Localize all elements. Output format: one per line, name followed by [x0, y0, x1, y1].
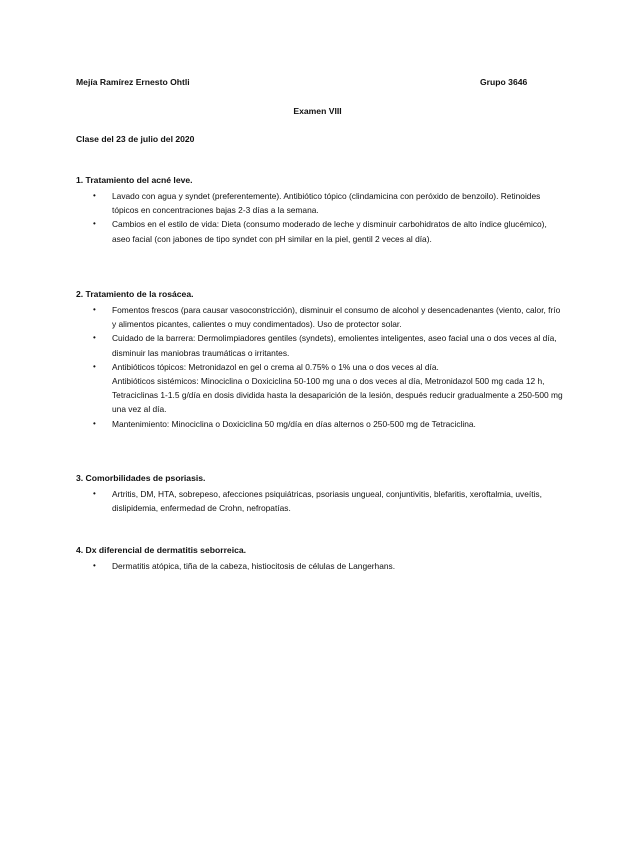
list-item-text: Fomentos frescos (para causar vasoconstricción), disminuir el consumo de alcohol y desencadenantes (viento, calor, frío y alimentos picantes, calientes o muy condimentados). Uso de protector solar.	[112, 305, 561, 330]
list-item	[76, 303, 566, 331]
section-title: 3. Comorbilidades de psoriasis.	[76, 473, 206, 483]
list-continuation-text: Antibióticos sistémicos: Minociclina o Doxiciclina 50-100 mg una o dos veces al día, Metronidazol 500 mg cada 12 h, Tetraciclinas 1-1.5 g/día en dosis dividida hasta la desaparición de la lesión, después reducir gradualmente a 250-500 mg una vez al día.	[112, 376, 563, 415]
list-item	[76, 331, 566, 359]
section-psoriasis-comorbidities	[76, 472, 566, 515]
bullet-icon: •	[93, 561, 96, 570]
bullet-icon: •	[93, 418, 96, 428]
bullet-icon: •	[93, 305, 96, 314]
bullet-list	[76, 189, 566, 246]
bullet-icon: •	[93, 219, 96, 229]
list-item-text: Artritis, DM, HTA, sobrepeso, afecciones psiquiátricas, psoriasis ungueal, conjuntivitis, blefaritis, xeroftalmia, uveítis, dislipidemia, enfermedad de Crohn, nefropatías.	[112, 489, 542, 514]
bullet-icon: •	[93, 489, 96, 498]
section-seborrheic-differential	[76, 544, 566, 573]
section-title: 4. Dx diferencial de dermatitis seborreica.	[76, 545, 247, 555]
author-name: Mejía Ramírez Ernesto Ohtli	[76, 77, 190, 87]
list-item	[76, 360, 566, 374]
bullet-list	[76, 303, 566, 374]
bullet-list	[76, 559, 566, 573]
list-item	[76, 487, 566, 515]
list-item	[76, 417, 566, 431]
list-item-text: Cuidado de la barrera: Dermolimpiadores gentiles (syndets), emolientes inteligentes, aseo facial una o dos veces al día, disminuir las maniobras traumáticas o irritantes.	[112, 333, 557, 358]
list-item-text: Cambios en el estilo de vida: Dieta (consumo moderado de leche y disminuir carbohidratos de alto índice glucémico), aseo facial (con jabones de tipo syndet con pH similar en la piel, gentil 2 veces al día).	[112, 219, 547, 244]
section-rosacea-treatment	[76, 288, 566, 431]
exam-title: Examen VIII	[293, 106, 342, 116]
section-title: 1. Tratamiento del acné leve.	[76, 175, 193, 185]
list-item-text: Antibióticos tópicos: Metronidazol en gel o crema al 0.75% o 1% una o dos veces al día.	[112, 361, 439, 372]
section-acne-treatment	[76, 174, 566, 246]
header-row	[76, 77, 536, 91]
bullet-list	[76, 487, 566, 515]
bullet-icon: •	[93, 361, 96, 371]
list-item	[76, 189, 566, 217]
list-item-text: Mantenimiento: Minociclina o Doxiciclina 50 mg/día en días alternos o 250-500 mg de Tetraciclina.	[112, 418, 476, 429]
list-item-text: Lavado con agua y syndet (preferentemente). Antibiótico tópico (clindamicina con peróxido de benzoilo). Retinoides tópicos en concentraciones bajas 2-3 días a la semana.	[112, 191, 541, 216]
section-title: 2. Tratamiento de la rosácea.	[76, 289, 194, 299]
list-item-text: Dermatitis atópica, tiña de la cabeza, histiocitosis de células de Langerhans.	[112, 561, 396, 571]
list-item	[76, 217, 566, 245]
bullet-icon: •	[93, 333, 96, 343]
bullet-list	[76, 417, 566, 431]
bullet-icon: •	[93, 191, 96, 200]
class-date: Clase del 23 de julio del 2020	[76, 134, 195, 144]
list-item	[76, 559, 566, 573]
group-number: Grupo 3646	[480, 77, 528, 87]
